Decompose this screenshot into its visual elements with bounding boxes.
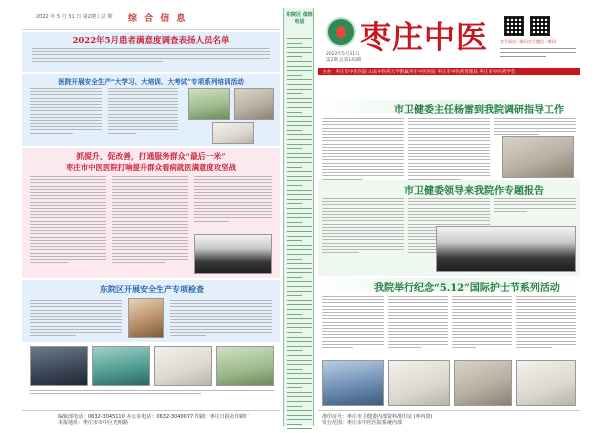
nurses-text-col4: [516, 296, 576, 350]
photo-nurses-3: [454, 360, 512, 406]
website-qr-code-icon: [504, 16, 524, 36]
photo-service-meeting: [194, 234, 272, 274]
inspection-text-col2: [170, 300, 272, 338]
photo-training-drill: [188, 88, 230, 120]
article-title-training: 医院开展安全生产“大学习、大培训、大考试”专项系列培训活动: [58, 78, 244, 86]
website-qr-caption: 官方网站二维码: [500, 39, 528, 44]
photo-report-lecture: [436, 226, 576, 272]
report-text-col3: [494, 198, 576, 214]
inspection-text-col1: [30, 300, 122, 338]
right-page: [318, 8, 580, 426]
issue-meta: 2022 年 5 月 31 日 第2期 / 总 期: [36, 14, 113, 20]
article-title-nurses-day: 我院举行纪念“5.12”国际护士节系列活动: [374, 283, 560, 294]
left-page: [22, 8, 280, 426]
nurses-text-col3: [452, 296, 512, 350]
photo-training-group: [234, 88, 274, 120]
phone-directory-title: 东院区 值班电话: [286, 12, 313, 25]
article-title-visit: 市卫健委主任杨雷到我院调研指导工作: [394, 105, 564, 116]
article-title-service-line1: 抓提升、促改善，打通服务群众“最后一米”: [76, 152, 226, 161]
article-title-honor-list: 2022年5月患者满意度调查表扬人员名单: [72, 36, 230, 46]
issue-date: 2022年5月31日: [326, 52, 360, 57]
issue-number: 第2期 总第143期: [326, 58, 362, 63]
masthead-sponsor-bar: [318, 68, 580, 75]
sponsor-text: 主办：枣庄市中医医院 山东中医药大学附属枣庄中医医院 枣庄市中医药管理局 枣庄市中医药学会: [322, 70, 516, 75]
footer-rule-right: [318, 410, 580, 411]
photo-strip-2: [92, 346, 150, 386]
section-tag: 综 合 信 息: [128, 14, 188, 24]
wechat-qr-code-icon: [530, 16, 550, 36]
photo-inspection-1: [128, 298, 164, 338]
photo-strip-4: [216, 346, 274, 386]
visit-text-col3: [494, 118, 576, 137]
training-text-col1: [30, 88, 102, 136]
visit-text-col2: [408, 118, 490, 182]
phone-directory-column: [283, 8, 314, 426]
masthead-issue-info: [326, 52, 361, 64]
hospital-logo-icon: [326, 17, 356, 47]
photo-training-class: [212, 122, 254, 144]
article-title-service-line2: 枣庄市中医医院打响提升群众看病就医满意度攻坚战: [66, 163, 236, 172]
photo-strip-3: [154, 346, 212, 386]
page-header: [22, 8, 280, 30]
left-footer-line2: 本报地址：枣庄市市中区光明路: [58, 420, 129, 426]
nurses-text-col2: [388, 296, 448, 350]
visit-text-col1: [322, 118, 404, 182]
nurses-text-col1: [322, 296, 384, 350]
wechat-qr-caption: 官方微信二维码: [528, 39, 556, 44]
left-footer-line1: 编辑部电话：0632-3045110 办公室电话：0632-3040077 印刷：枣庄日报社印刷厂: [58, 414, 250, 420]
phone-directory-list: [287, 38, 312, 433]
service-text-col2: [112, 176, 188, 265]
article-title-inspection: 东院区开展安全生产专项检查: [100, 284, 204, 294]
photo-nurses-4: [516, 360, 576, 406]
report-text-col1: [322, 198, 404, 255]
name-list-text: [32, 48, 270, 64]
right-footer-line1: 准印证号：枣庄市卫健委内部资料准印证 (枣内资): [322, 414, 433, 420]
masthead-contact-lines: [500, 48, 576, 60]
service-text-col3: [194, 176, 272, 224]
photo-nurses-2: [388, 360, 450, 406]
photo-strip-1: [30, 346, 88, 386]
photo-nurses-1: [322, 360, 384, 406]
training-text-col2: [108, 88, 178, 136]
article-title-report: 市卫健委领导来我院作专题报告: [404, 186, 544, 197]
right-footer-line2: 发行范围：枣庄市中医医院系统内部: [322, 420, 403, 426]
service-text-col1: [30, 176, 106, 265]
footer-rule: [22, 410, 280, 411]
photo-strip-captions: [30, 390, 274, 396]
newspaper-title: 枣庄中医: [360, 20, 488, 56]
masthead: [318, 8, 580, 76]
photo-visit: [502, 136, 574, 178]
